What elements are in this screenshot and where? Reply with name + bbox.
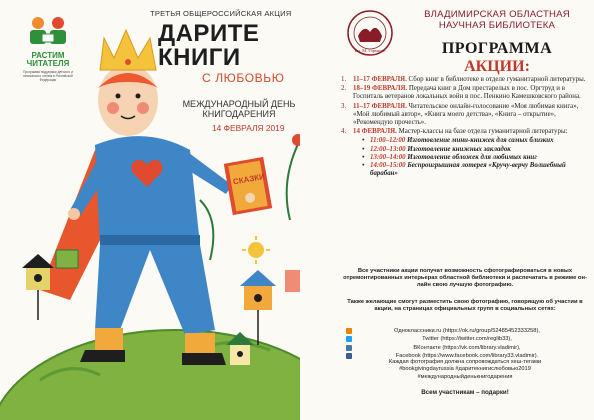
schedule-item: • 13:00–14:00 Изготовление обложек для любимых книг: [340, 154, 590, 162]
program-item: 3. 11–17 ФЕВРАЛЯ. Читательское онлайн-голосование «Моя любимая книга», «Мой любимый автор», «Книга моего детства», «Книга – открытие», «Рекомендую прочесть».: [341, 102, 579, 127]
title-line-1: ДАРИТЕ: [158, 20, 260, 47]
svg-text:СКАЗКИ: СКАЗКИ: [232, 172, 266, 187]
workshop-schedule: [340, 137, 590, 178]
participation-note: Все участники акции получат возможность сфотографироваться в новых отремонтированных интерьерах областной библиотеки и распечатать в режиме он-лайн свою лучшую фотографию.: [343, 268, 587, 289]
program-item-date: 18–19 ФЕВРАЛЯ.: [353, 85, 408, 93]
program-heading: ПРОГРАММА: [441, 40, 553, 57]
svg-text:им. М. Горького: им. М. Горького: [354, 48, 386, 53]
birdhouse-right: [240, 270, 276, 345]
hashtags: [338, 359, 592, 381]
sun-icon: [242, 236, 270, 264]
program-item-text: Мастер-классы на базе отдела гуманитарной литературы:: [396, 128, 568, 136]
skazki-book: [224, 157, 272, 215]
program-item: 2. 18–19 ФЕВРАЛЯ. Передача книг в Дом престарелых в пос. Оргтруд и в Госпиталь ветеранов локальных войн в пос. Пенкино Камешковского района.: [341, 85, 581, 101]
hashtags-line-2: #международныйденькнигодарения: [417, 373, 513, 380]
schedule-item: • 11:00–12:00 Изготовление мини-книжек для самых близких: [340, 137, 590, 145]
library-name: ВЛАДИМИРСКАЯ ОБЛАСТНАЯ НАУЧНАЯ БИБЛИОТЕКА: [424, 9, 570, 31]
program-item-text: Сбор книг в библиотеке в отделе гуманитарной литературы.: [406, 76, 586, 83]
event-date: 14 ФЕВРАЛЯ 2019: [212, 123, 285, 133]
program-item-date: 11–17 ФЕВРАЛЯ.: [353, 76, 407, 83]
hashtags-line-1: #bookgivingdayrussia #даритекнигислюбовью2019: [399, 366, 531, 373]
schedule-item: • 12:00–13:00 Изготовление книжных закладок: [340, 146, 590, 154]
twitter-icon: [346, 336, 352, 342]
program-list: [340, 76, 590, 179]
social-link-facebook[interactable]: Facebook (https://www.facebook.com/library33.vladimir).: [342, 352, 592, 360]
program-item-text: Передача книг в Дом престарелых в пос. Оргтруд и в Госпиталь ветеранов локальных войн в пос. Пенкино Камешковского района.: [353, 85, 581, 101]
facebook-icon: [346, 353, 352, 359]
program-subheading: АКЦИИ:: [464, 58, 530, 75]
library-seal-icon: [340, 8, 400, 58]
social-link-twitter[interactable]: Twitter (https://twitter.com/reglib33),: [342, 335, 592, 343]
closing-line: Всем участникам – подарки!: [421, 389, 509, 396]
program-item-date: 14 ФЕВРАЛЯ.: [353, 128, 397, 136]
logo-tagline: Программа поддержки детского и юношеского чтения в Российской Федерации: [23, 70, 73, 82]
kids-logo-icon: [22, 14, 74, 46]
odnoklassniki-icon: [346, 328, 352, 334]
action-line: ТРЕТЬЯ ОБЩЕРОССИЙСКАЯ АКЦИЯ: [150, 9, 292, 18]
intl-day-heading: МЕЖДУНАРОДНЫЙ ДЕНЬ КНИГОДАРЕНИЯ: [182, 99, 296, 119]
birdhouse-left: [22, 254, 54, 320]
program-item: 1. 11–17 ФЕВРАЛЯ. Сбор книг в библиотеке в отделе гуманитарной литературы.: [341, 76, 586, 83]
vkontakte-icon: [346, 345, 352, 351]
logo-name: РАСТИМ ЧИТАТЕЛЯ: [26, 51, 70, 68]
social-link-odnoklassniki[interactable]: Одноклассники.ru (https://ok.ru/group/52485452333258),: [342, 327, 592, 335]
social-share-note: Также желающие смогут разместить свою фотографию, говорящую об участии в акции, на страницах официальных групп в социальных сетях:: [347, 299, 583, 313]
title-line-3: С ЛЮБОВЬЮ: [202, 71, 285, 85]
program-item-text: Читательское онлайн-голосование «Моя любимая книга», «Мой любимый автор», «Книга моего детства», «Книга – открытие», «Рекомендую прочесть».: [353, 102, 579, 127]
title-line-2: КНИГИ: [158, 44, 241, 71]
hashtags-intro: Каждая фотография должна сопровождаться хеш-тегами: [388, 359, 542, 365]
program-item: 4. 14 ФЕВРАЛЯ. Мастер-классы на базе отдела гуманитарной литературы:: [341, 128, 568, 136]
social-links: [342, 327, 592, 360]
schedule-item: • 14:00–15:00 Беспроигрышная лотерея «Кручу-верчу Волшебный барабан»: [340, 162, 590, 178]
social-link-vkontakte[interactable]: ВКонтакте (https://vk.com/library.vladimir),: [342, 344, 592, 352]
rastim-chitatelya-logo: [22, 14, 74, 82]
program-item-date: 11–17 ФЕВРАЛЯ.: [353, 102, 407, 110]
